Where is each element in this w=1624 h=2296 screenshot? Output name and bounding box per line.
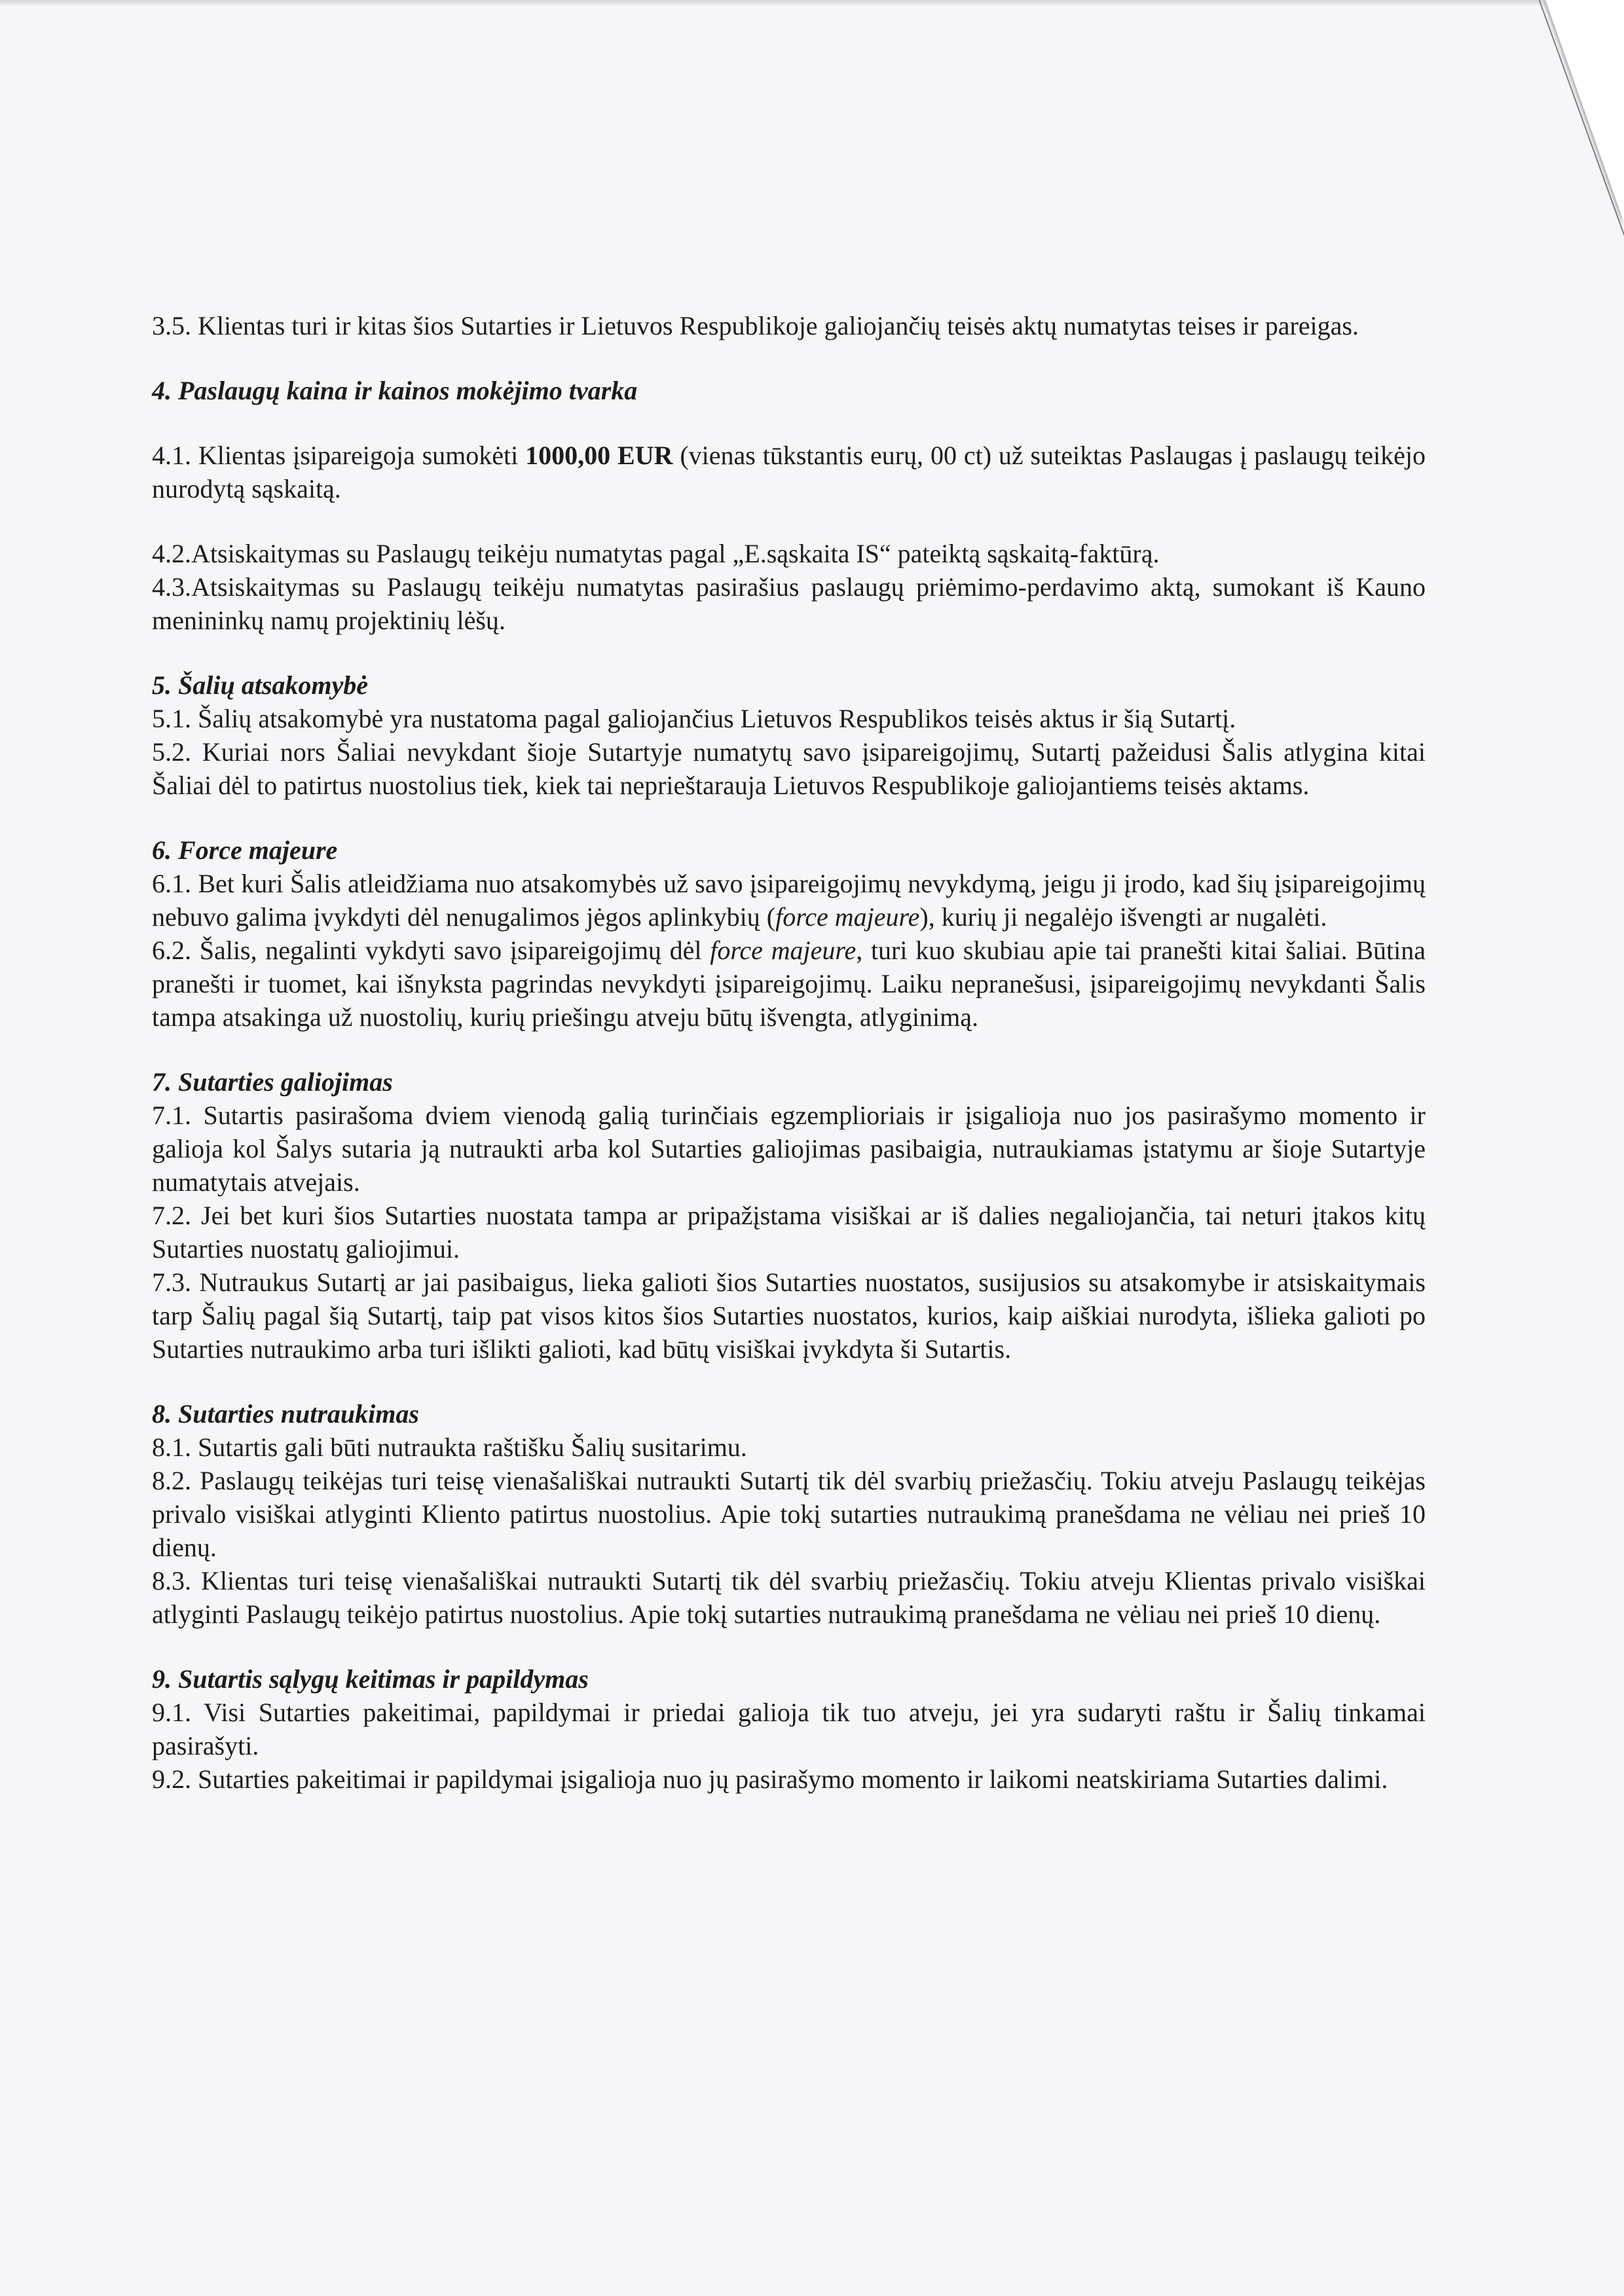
clause-9-1: 9.1. Visi Sutarties pakeitimai, papildymai ir priedai galioja tik tuo atveju, jei yra sudaryti raštu ir Šalių tinkamai pasirašyti. (152, 1698, 1426, 1760)
clause-8-3: 8.3. Klientas turi teisę vienašališkai nutraukti Sutartį tik dėl svarbių priežasčių. Tokiu atveju Klientas privalo visiškai atlyginti Paslaugų teikėjo patirtus nuostolius. Apie tokį sutarties nutraukimą pranešdama ne vėliau nei prieš 10 dienų. (152, 1566, 1426, 1629)
clause-6-1 (152, 867, 1426, 934)
clause-4-1-text-start: 4.1. Klientas įsipareigoja sumokėti (152, 441, 526, 470)
clause-6-2-text-end: , turi kuo skubiau apie tai pranešti kitai šaliai. Būtina pranešti ir tuomet, kai išnyksta pagrindas nevykdyti įsipareigojimų. Laiku nepranešusi, įsipareigojimų nevykdanti Šalis tampa atsakinga už nuostolių, kurių priešingu atveju būtų išvengta, atlyginimą. (152, 936, 1426, 1032)
clause-6-1-text-end: ), kurių ji negalėjo išvengti ar nugalėti. (919, 902, 1327, 932)
folded-corner-edge (1539, 0, 1624, 236)
page-top-edge (0, 0, 1624, 7)
clause-4-1-text-end: (vienas tūkstantis eurų, 00 ct) už suteiktas Paslaugas į paslaugų teikėjo nurodytą sąskaitą. (152, 441, 1426, 503)
document-body (152, 309, 1426, 1796)
clause-6-1-text-start: 6.1. Bet kuri Šalis atleidžiama nuo atsakomybės už savo įsipareigojimų nevykdymą, jeigu ji įrodo, kad šių įsipareigojimų nebuvo galima įvykdyti dėl nenugalimos jėgos aplinkybių ( (152, 869, 1426, 932)
section-5-heading: 5. Šalių atsakomybė (152, 670, 369, 700)
payment-amount: 1000,00 EUR (525, 441, 673, 470)
clause-9-2: 9.2. Sutarties pakeitimai ir papildymai įsigalioja nuo jų pasirašymo momento ir laikomi neatskiriama Sutarties dalimi. (152, 1764, 1388, 1794)
section-8-heading: 8. Sutarties nutraukimas (152, 1399, 419, 1429)
clause-4-3: 4.3.Atsiskaitymas su Paslaugų teikėju numatytas pasirašius paslaugų priėmimo-perdavimo aktą, sumokant iš Kauno menininkų namų projektinių lėšų. (152, 572, 1426, 635)
clause-5-1: 5.1. Šalių atsakomybė yra nustatoma pagal galiojančius Lietuvos Respublikos teisės aktus ir šią Sutartį. (152, 704, 1236, 733)
force-majeure-term: force majeure (710, 936, 857, 965)
section-6-heading: 6. Force majeure (152, 835, 338, 865)
section-7-heading: 7. Sutarties galiojimas (152, 1067, 393, 1097)
clause-6-2-text-start: 6.2. Šalis, negalinti vykdyti savo įsipareigojimų dėl (152, 936, 710, 965)
clause-8-1: 8.1. Sutartis gali būti nutraukta raštišku Šalių susitarimu. (152, 1432, 747, 1462)
clause-7-2: 7.2. Jei bet kuri šios Sutarties nuostata tampa ar pripažįstama visiškai ar iš dalies negaliojančia, tai neturi įtakos kitų Sutarties nuostatų galiojimui. (152, 1201, 1426, 1264)
clause-4-2: 4.2.Atsiskaitymas su Paslaugų teikėju numatytas pagal „E.sąskaita IS“ pateiktą sąskaitą-faktūrą. (152, 539, 1160, 568)
clause-7-3: 7.3. Nutraukus Sutartį ar jai pasibaigus, lieka galioti šios Sutarties nuostatos, susijusios su atsakomybe ir atsiskaitymais tarp Šalių pagal šią Sutartį, taip pat visos kitos šios Sutarties nuostatos, kurios, kaip aiškiai nurodyta, išlieka galioti po Sutarties nutraukimo arba turi išlikti galioti, kad būtų visiškai įvykdyta ši Sutartis. (152, 1267, 1426, 1364)
section-9-heading: 9. Sutartis sąlygų keitimas ir papildymas (152, 1664, 589, 1694)
force-majeure-term: force majeure (775, 902, 920, 932)
clause-5-2: 5.2. Kuriai nors Šaliai nevykdant šioje Sutartyje numatytų savo įsipareigojimų, Sutartį pažeidusi Šalis atlygina kitai Šaliai dėl to patirtus nuostolius tiek, kiek tai neprieštarauja Lietuvos Respublikoje galiojantiems teisės aktams. (152, 737, 1426, 800)
section-4-heading: 4. Paslaugų kaina ir kainos mokėjimo tvarka (152, 376, 638, 405)
clause-8-2: 8.2. Paslaugų teikėjas turi teisę vienašališkai nutraukti Sutartį tik dėl svarbių priežasčių. Tokiu atveju Paslaugų teikėjas privalo visiškai atlyginti Kliento patirtus nuostolius. Apie tokį sutarties nutraukimą pranešdama ne vėliau nei prieš 10 dienų. (152, 1466, 1426, 1562)
clause-4-1 (152, 439, 1426, 505)
clause-7-1: 7.1. Sutartis pasirašoma dviem vienodą galią turinčiais egzemplioriais ir įsigalioja nuo jos pasirašymo momento ir galioja kol Šalys sutaria ją nutraukti arba kol Sutarties galiojimas pasibaigia, nutraukiamas įstatymu ar šioje Sutartyje numatytais atvejais. (152, 1101, 1426, 1197)
clause-3-5: 3.5. Klientas turi ir kitas šios Sutarties ir Lietuvos Respublikoje galiojančių teisės aktų numatytas teises ir pareigas. (152, 311, 1359, 340)
clause-6-2 (152, 934, 1426, 1034)
